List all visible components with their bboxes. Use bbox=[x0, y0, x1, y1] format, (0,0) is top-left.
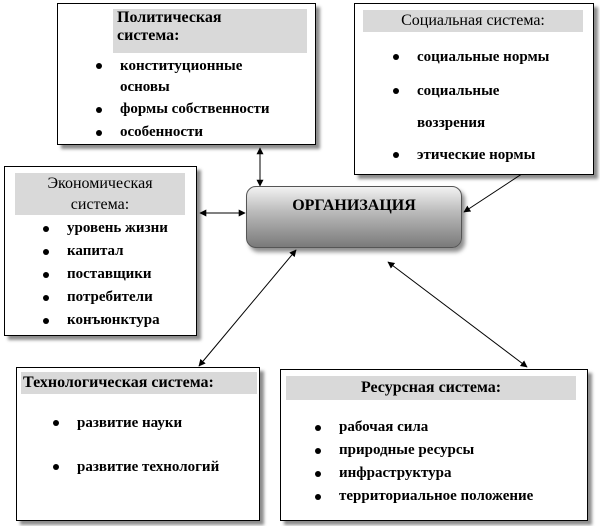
list-item: инфраструктура bbox=[309, 462, 584, 485]
arrow-resource bbox=[388, 262, 527, 367]
list-item-continued: основы bbox=[120, 79, 170, 95]
list-item: формы собственности bbox=[90, 98, 315, 121]
economic-system-box bbox=[4, 166, 197, 336]
list-item: социальные bbox=[387, 80, 592, 102]
list-item: уровень жизни bbox=[37, 217, 197, 240]
list-item: природные ресурсы bbox=[309, 439, 584, 462]
social-system-title: Социальная система: bbox=[363, 10, 583, 32]
political-title-line2: система: bbox=[117, 27, 180, 44]
list-item: этические нормы bbox=[387, 144, 592, 166]
political-items bbox=[90, 56, 315, 144]
list-item: развитие технологий bbox=[47, 456, 257, 478]
political-system-title bbox=[113, 9, 307, 53]
resource-system-box bbox=[280, 369, 588, 521]
technological-items bbox=[47, 412, 257, 478]
list-item: поставщики bbox=[37, 263, 197, 286]
organization-label: ОРГАНИЗАЦИЯ bbox=[292, 197, 416, 214]
list-item-continued: воззрения bbox=[417, 115, 486, 131]
resource-system-title: Ресурсная система: bbox=[286, 376, 576, 400]
arrow-technological bbox=[199, 250, 296, 366]
list-item: конъюнктура bbox=[37, 309, 197, 332]
economic-title-line2: система: bbox=[70, 196, 130, 213]
list-item: капитал bbox=[37, 240, 197, 263]
social-items bbox=[387, 46, 592, 166]
list-item: развитие науки bbox=[47, 412, 257, 434]
technological-system-title: Технологическая система: bbox=[21, 372, 257, 394]
technological-system-box bbox=[16, 367, 260, 521]
political-title-line1: Политическая bbox=[117, 9, 222, 26]
list-item: конституционные bbox=[90, 56, 315, 76]
social-system-box bbox=[354, 3, 594, 175]
economic-items bbox=[37, 217, 197, 332]
list-item: особенности bbox=[90, 121, 315, 144]
list-item: социальные нормы bbox=[387, 46, 592, 68]
resource-items bbox=[309, 416, 584, 508]
list-item: рабочая сила bbox=[309, 416, 584, 439]
economic-system-title bbox=[15, 173, 185, 215]
organization-node bbox=[246, 186, 462, 248]
economic-title-line1: Экономическая bbox=[47, 175, 153, 192]
list-item: территориальное положение bbox=[309, 485, 584, 508]
list-item: потребители bbox=[37, 286, 197, 309]
political-system-box bbox=[57, 3, 316, 145]
